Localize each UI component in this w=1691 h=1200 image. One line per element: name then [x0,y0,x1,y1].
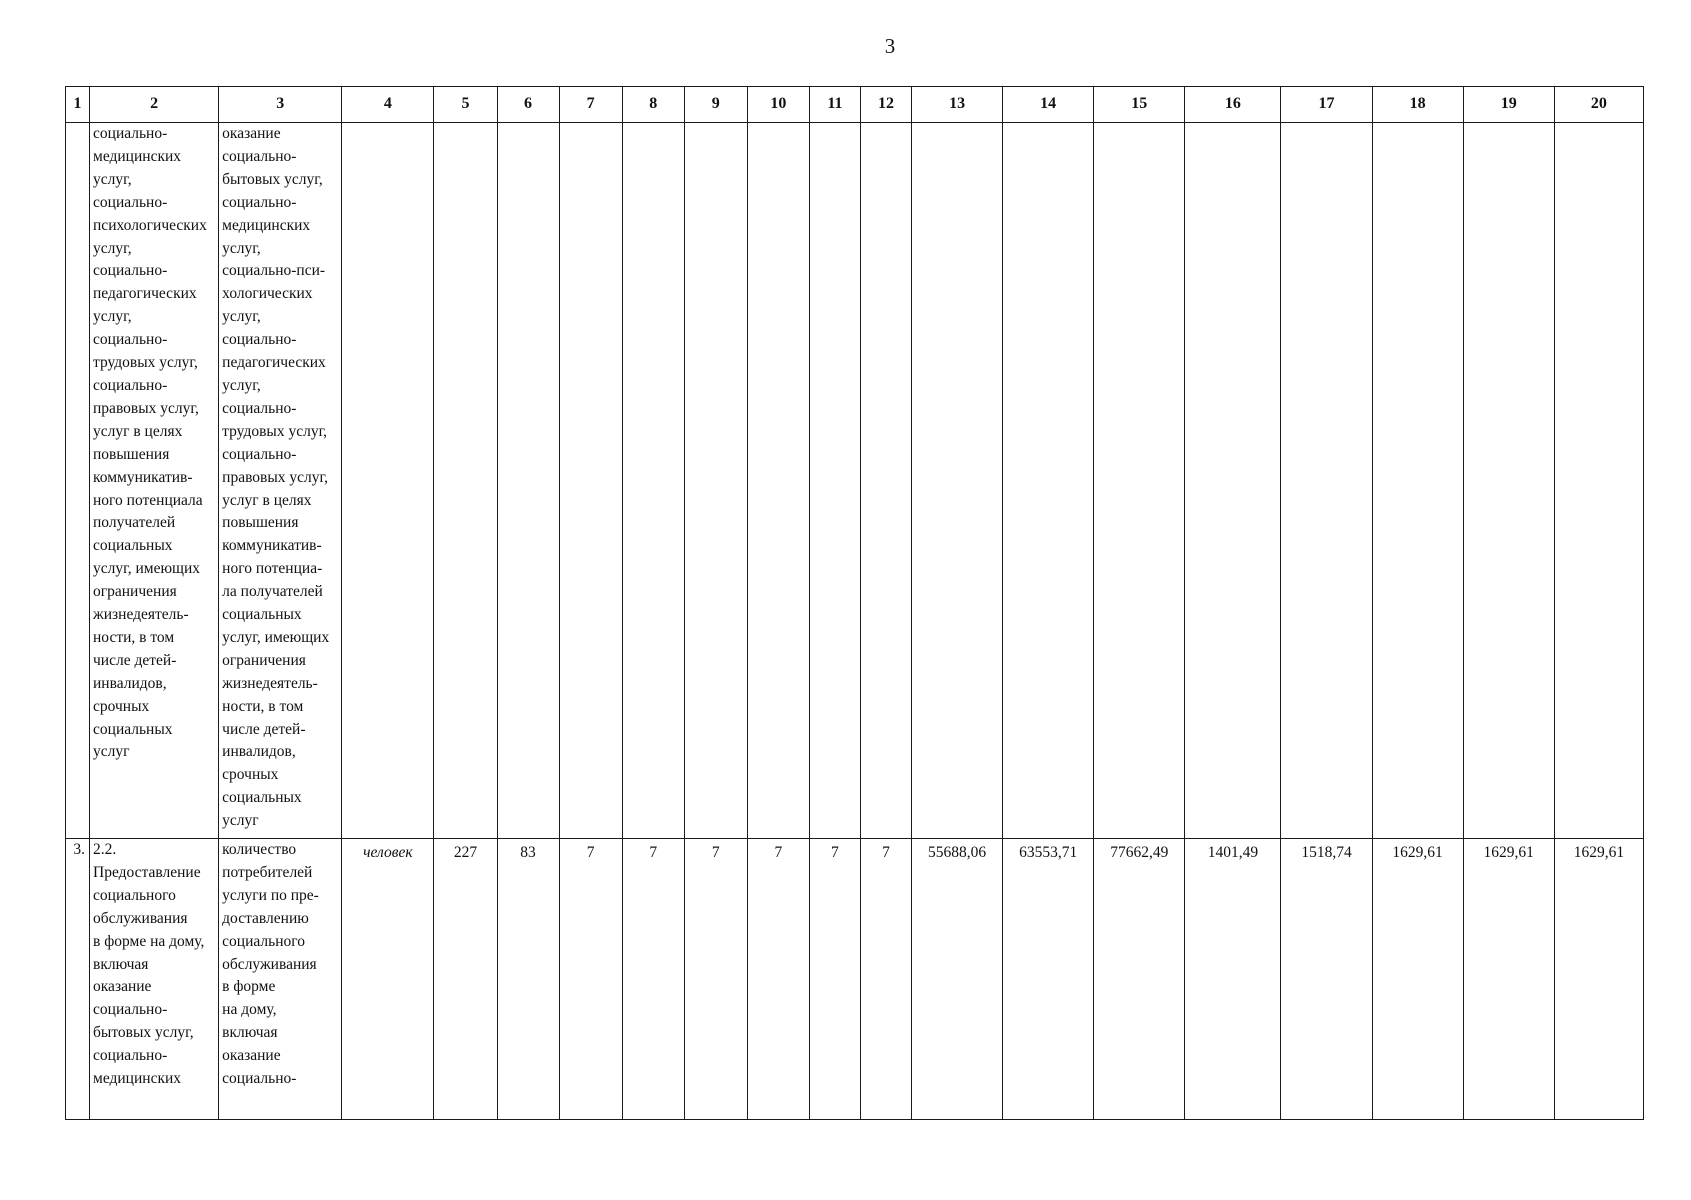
indicator-name-cell [219,123,342,839]
cell-text-line: услуг, [93,308,132,326]
value-cell [1281,123,1372,839]
cell-text-line: включая [93,955,149,973]
value-cell [1094,123,1185,839]
cell-text-line: числе детей- [93,651,177,669]
value-cell: 1401,49 [1185,839,1281,1120]
value-cell [684,123,747,839]
cell-text-line: услуг, имеющих [222,628,330,646]
value-cell [342,123,434,839]
cell-text-line: социальных [93,537,173,555]
table-row [66,839,1644,1120]
header-cell: 16 [1185,87,1281,123]
cell-text-line: ности, в том [93,628,175,646]
cell-text-line: на дому, [222,1001,277,1019]
page-number: 3 [884,34,896,58]
header-cell: 11 [809,87,860,123]
cell-text-line: инвалидов, [222,743,296,761]
cell-text-line: бытовых услуг, [93,1024,194,1042]
cell-text-line: хологических [222,285,313,303]
header-cell: 10 [747,87,809,123]
cell-text-line: повышения [93,445,170,463]
cell-text-line: доставлению [222,909,309,927]
cell-text-line: коммуникатив- [93,468,193,486]
cell-text-line: психологических [93,216,207,234]
cell-text-line: социально-пси- [222,262,326,280]
cell-text-line: медицинских [222,216,311,234]
cell-text-line: оказание [93,978,152,996]
value-cell: 1629,61 [1554,839,1643,1120]
value-cell [860,123,911,839]
cell-text-line: социально- [93,193,168,211]
cell-text-line: бытовых услуг, [222,170,323,188]
cell-text-line: инвалидов, [93,674,167,692]
header-cell: 8 [622,87,684,123]
header-cell: 2 [90,87,219,123]
cell-text-line: социальных [222,789,302,807]
cell-text-line: правовых услуг, [93,399,199,417]
cell-text-line: срочных [93,697,150,715]
cell-text-line: социально- [93,1047,168,1065]
value-cell: 83 [497,839,559,1120]
cell-text-line: потребителей [222,863,313,881]
cell-text-line: трудовых услуг, [222,422,328,440]
cell-text-line: Предоставление [93,863,201,881]
header-cell: 7 [559,87,622,123]
cell-text-line: медицинских [93,1070,182,1088]
value-cell: 55688,06 [912,839,1003,1120]
cell-text-line: социально- [222,331,297,349]
cell-text-line: получателей [93,514,176,532]
cell-text-line: ограничения [222,651,306,669]
value-cell: 7 [622,839,684,1120]
header-cell: 12 [860,87,911,123]
cell-text-line: в форме [222,978,276,996]
value-cell [1003,123,1094,839]
header-cell: 20 [1554,87,1643,123]
header-cell: 6 [497,87,559,123]
row-number-cell [66,123,90,839]
header-cell: 3 [219,87,342,123]
cell-text-line: повышения [222,514,299,532]
header-cell: 9 [684,87,747,123]
value-cell [747,123,809,839]
cell-text-line: услуг [93,743,130,761]
cell-text-line: ограничения [93,583,177,601]
unit-cell: человек [342,839,434,1120]
value-cell: 7 [860,839,911,1120]
value-cell: 7 [747,839,809,1120]
header-cell: 13 [912,87,1003,123]
cell-text-line: услуг, имеющих [93,560,201,578]
cell-text-line: медицинских [93,147,182,165]
cell-text-line: ла получателей [222,583,323,601]
cell-text-line: услуг, [222,308,261,326]
cell-text-line: жизнедеятель- [222,674,318,692]
cell-text-line: услуг в целях [93,422,183,440]
cell-text-line: услуг, [222,239,261,257]
table-row [66,123,1644,839]
header-cell: 19 [1463,87,1554,123]
cell-text-line: услуг, [222,376,261,394]
cell-text-line: ного потенциа- [222,560,323,578]
cell-text-line: оказание [222,125,281,142]
cell-text-line: ного потенциала [93,491,203,509]
cell-text-line: социально- [222,193,297,211]
value-cell [1185,123,1281,839]
cell-text-line: включая [222,1024,278,1042]
cell-text-line: педагогических [222,354,326,372]
value-cell [622,123,684,839]
value-cell: 63553,71 [1003,839,1094,1120]
header-cell: 4 [342,87,434,123]
header-cell: 15 [1094,87,1185,123]
value-cell: 7 [684,839,747,1120]
header-cell: 1 [66,87,90,123]
cell-text-line: социально- [222,147,297,165]
value-cell: 227 [434,839,497,1120]
value-cell [1463,123,1554,839]
indicator-name-cell [219,839,342,1120]
cell-text-line: социально- [93,125,168,142]
value-cell [912,123,1003,839]
header-cell: 14 [1003,87,1094,123]
value-cell [559,123,622,839]
cell-text-line: социально- [222,445,297,463]
row-number-cell: 3. [66,839,90,1120]
cell-text-line: социально- [93,1001,168,1019]
cell-text-line: срочных [222,766,279,784]
value-cell: 1629,61 [1372,839,1463,1120]
value-cell: 77662,49 [1094,839,1185,1120]
cell-text-line: в форме на дому, [93,932,205,950]
cell-text-line: социальных [222,606,302,624]
cell-text-line: трудовых услуг, [93,354,198,372]
value-cell: 1629,61 [1463,839,1554,1120]
header-row [66,87,1644,123]
cell-text-line: социального [222,932,305,950]
value-cell [1554,123,1643,839]
value-cell: 1518,74 [1281,839,1372,1120]
cell-text-line: обслуживания [222,955,317,973]
cell-text-line: услуг [222,812,259,830]
header-cell: 18 [1372,87,1463,123]
cell-text-line: 2.2. [93,841,117,858]
cell-text-line: жизнедеятель- [93,606,189,624]
cell-text-line: услуги по пре- [222,886,319,904]
cell-text-line: числе детей- [222,720,306,738]
cell-text-line: коммуникатив- [222,537,322,555]
value-cell: 7 [809,839,860,1120]
cell-text-line: услуг, [93,170,132,188]
data-table [65,86,1644,1120]
cell-text-line: социально- [93,331,168,349]
cell-text-line: оказание [222,1047,281,1065]
cell-text-line: педагогических [93,285,197,303]
value-cell [1372,123,1463,839]
value-cell: 7 [559,839,622,1120]
cell-text-line: правовых услуг, [222,468,329,486]
header-cell: 5 [434,87,497,123]
value-cell [497,123,559,839]
cell-text-line: социально- [93,376,168,394]
header-cell: 17 [1281,87,1372,123]
service-name-cell [90,123,219,839]
cell-text-line: обслуживания [93,909,188,927]
cell-text-line: социального [93,886,176,904]
cell-text-line: социальных [93,720,173,738]
cell-text-line: услуг, [93,239,132,257]
cell-text-line: социально- [93,262,168,280]
cell-text-line: услуг в целях [222,491,312,509]
cell-text-line: социально- [222,399,297,417]
value-cell [434,123,497,839]
value-cell [809,123,860,839]
cell-text-line: количество [222,841,297,858]
cell-text-line: ности, в том [222,697,304,715]
cell-text-line: социально- [222,1070,297,1088]
service-name-cell [90,839,219,1120]
